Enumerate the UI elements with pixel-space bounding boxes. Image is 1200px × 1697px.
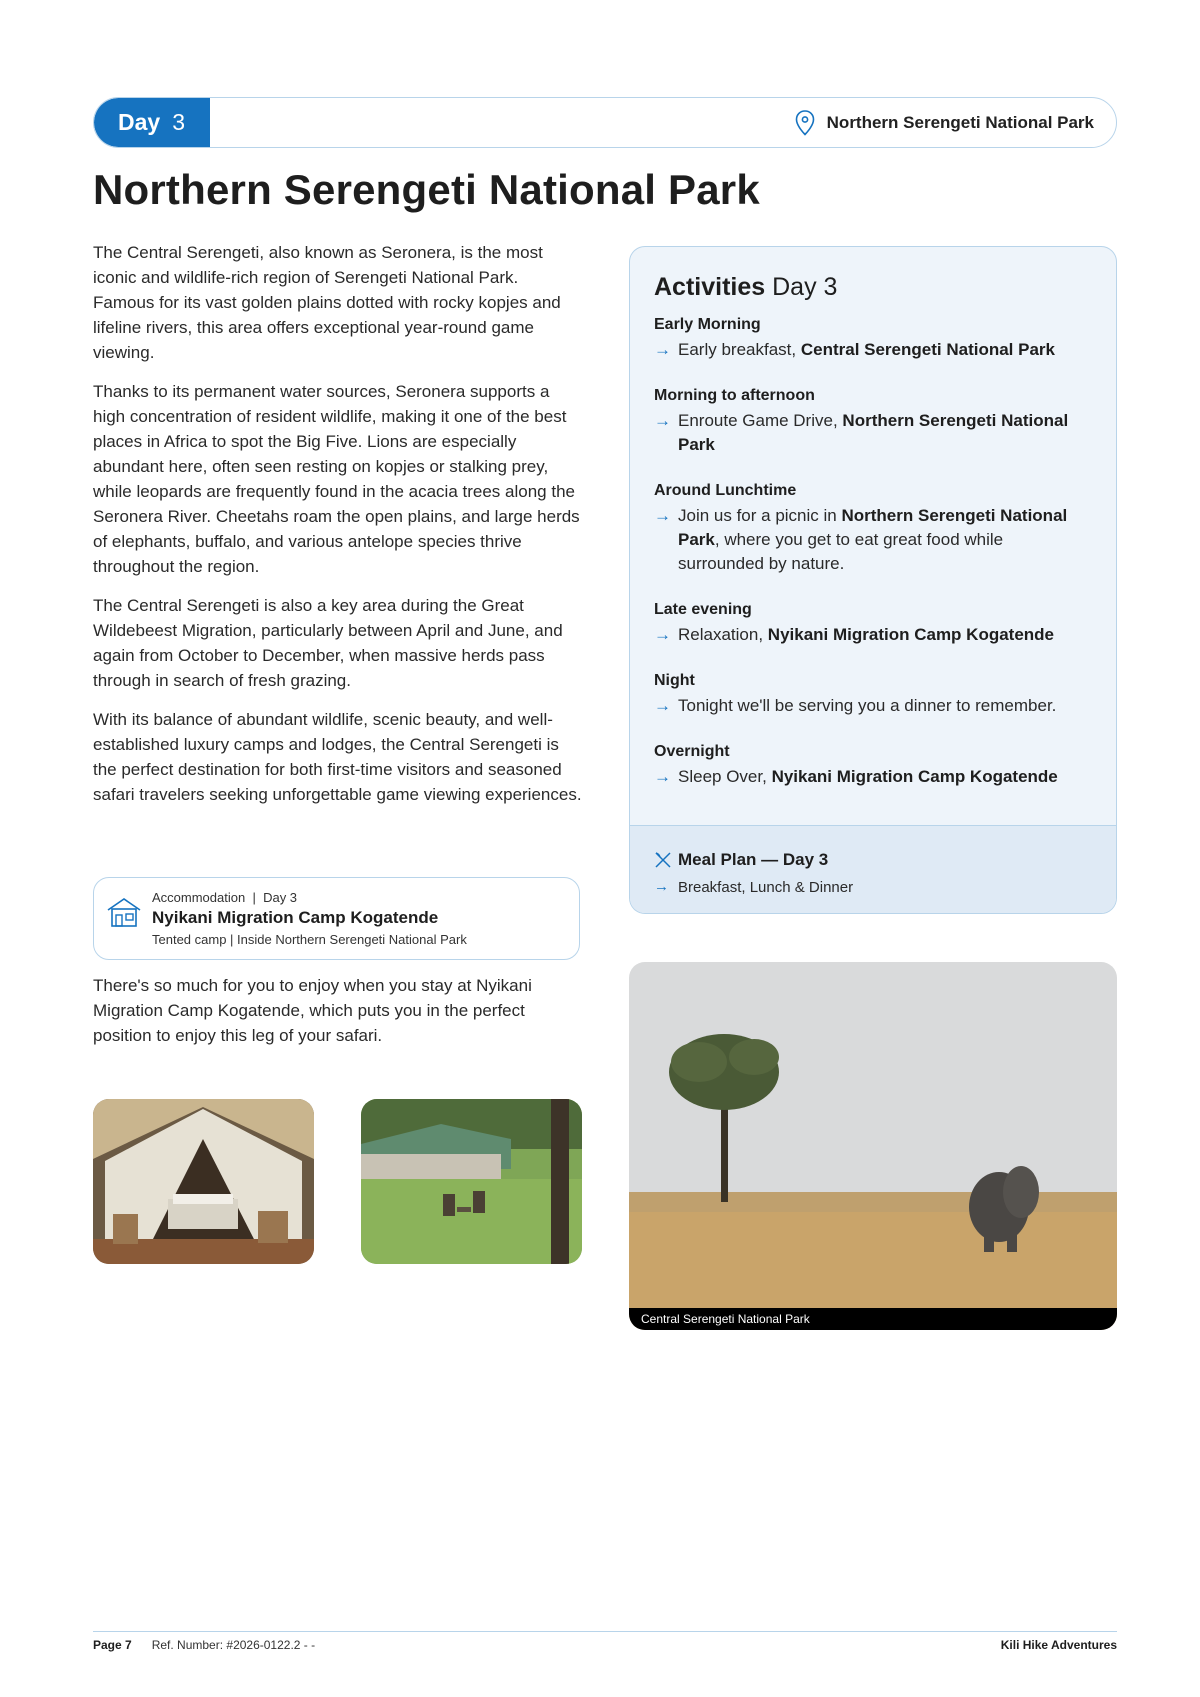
activity-time: Late evening	[654, 601, 752, 618]
activity-desc	[654, 504, 1092, 576]
accommodation-text: There's so much for you to enjoy when you stay at Nyikani Migration Camp Kogatende, which puts you in the perfect position to enjoy this leg of your safari.	[93, 976, 532, 1045]
cutlery-icon	[654, 851, 672, 869]
activity-desc	[654, 694, 1092, 718]
activity-item	[654, 387, 1092, 457]
company-name: Kili Hike Adventures	[1000, 1638, 1117, 1652]
location-pin-icon	[795, 110, 815, 136]
activity-desc	[654, 765, 1092, 789]
activity-text: Tonight we'll be serving you a dinner to remember.	[678, 696, 1057, 715]
intro-paragraph: The Central Serengeti, also known as Seronera, is the most iconic and wildlife-rich region of Serengeti National Park. Famous for its vast golden plains dotted with rocky kopjes and lifeline rivers, this area offers exceptional year-round game viewing.	[93, 243, 561, 362]
activities-panel	[629, 246, 1117, 914]
activity-item	[654, 601, 1092, 647]
activity-time: Overnight	[654, 743, 730, 760]
activity-time: Morning to afternoon	[654, 387, 815, 404]
arrow-right-icon: →	[654, 878, 669, 895]
accommodation-label: Accommodation	[152, 890, 246, 905]
activities-heading-bold: Activities	[654, 273, 766, 301]
accommodation-day: Day 3	[263, 890, 298, 905]
arrow-right-icon: →	[654, 625, 671, 644]
activity-time: Night	[654, 672, 695, 689]
camp-photo	[361, 1099, 582, 1264]
photo-caption: Central Serengeti National Park	[629, 1308, 1117, 1330]
activity-item	[654, 743, 1092, 789]
activity-text: Enroute Game Drive,	[678, 411, 838, 430]
day-number: 3	[172, 109, 185, 135]
meal-plan-desc	[654, 879, 1092, 896]
header-location-text: Northern Serengeti National Park	[826, 112, 1094, 132]
arrow-right-icon: →	[654, 696, 671, 715]
header-location	[795, 110, 1094, 136]
arrow-right-icon: →	[654, 767, 671, 786]
activity-time: Around Lunchtime	[654, 482, 797, 499]
activity-place: Northern Serengeti National Park	[678, 411, 1069, 454]
accommodation-card	[93, 877, 580, 960]
accommodation-details: Tented camp | Inside Northern Serengeti National Park	[152, 932, 467, 947]
serengeti-photo	[629, 962, 1117, 1330]
accommodation-name: Nyikani Migration Camp Kogatende	[152, 908, 439, 927]
meal-plan	[630, 825, 1116, 913]
activity-text: Early breakfast,	[678, 340, 797, 359]
activity-text: Relaxation,	[678, 625, 764, 644]
day-badge	[94, 98, 210, 147]
activities-list	[630, 316, 1116, 789]
arrow-right-icon: →	[654, 411, 671, 430]
activity-place: Northern Serengeti National Park	[678, 506, 1068, 549]
activity-item	[654, 316, 1092, 362]
intro-paragraph: The Central Serengeti is also a key area during the Great Wildebeest Migration, particularly between April and June, and again from October to December, when massive herds pass through in search of fresh grazing.	[93, 596, 563, 690]
accommodation-meta	[152, 890, 565, 905]
intro-paragraph: With its balance of abundant wildlife, scenic beauty, and well-established luxury camps and lodges, the Central Serengeti is the perfect destination for both first-time visitors and seasoned safari travelers seeking unforgettable game viewing experiences.	[93, 710, 582, 804]
day-header-bar	[93, 97, 1117, 148]
intro-text	[93, 240, 583, 821]
house-icon	[106, 896, 142, 928]
meal-plan-title	[654, 850, 1092, 870]
activity-text: Sleep Over,	[678, 767, 767, 786]
activity-item	[654, 482, 1092, 576]
meal-plan-desc-text: Breakfast, Lunch & Dinner	[678, 879, 854, 896]
activity-time: Early Morning	[654, 316, 761, 333]
activity-place: Nyikani Migration Camp Kogatende	[771, 767, 1058, 786]
activity-place: Central Serengeti National Park	[800, 340, 1055, 359]
activities-heading	[630, 247, 1116, 302]
page-number: Page 7	[93, 1638, 132, 1652]
accommodation-separator: |	[252, 890, 256, 905]
tent-photo	[93, 1099, 314, 1264]
activity-desc	[654, 409, 1092, 457]
arrow-right-icon: →	[654, 506, 671, 525]
activity-text-after: , where you get to eat great food while surrounded by nature.	[678, 530, 1004, 573]
page-footer	[93, 1631, 1117, 1652]
day-label: Day	[118, 109, 161, 135]
intro-paragraph: Thanks to its permanent water sources, Seronera supports a high concentration of resident wildlife, making it one of the best places in Africa to spot the Big Five. Lions are especially abundant here, often seen resting on kopjes or stalking prey, while leopards are frequently found in the acacia trees along the Seronera River. Cheetahs roam the open plains, and large herds of elephants, buffalo, and various antelope species thrive throughout the region.	[93, 382, 580, 576]
activity-desc	[654, 338, 1092, 362]
meal-plan-title-text: Meal Plan — Day 3	[678, 850, 829, 869]
activity-desc	[654, 623, 1092, 647]
arrow-right-icon: →	[654, 340, 671, 359]
page-title: Northern Serengeti National Park	[93, 166, 760, 213]
activity-item	[654, 672, 1092, 718]
activities-heading-day: Day 3	[772, 273, 838, 301]
reference-number: Ref. Number: #2026-0122.2 - -	[151, 1638, 316, 1652]
activity-text: Join us for a picnic in	[678, 506, 837, 525]
activity-place: Nyikani Migration Camp Kogatende	[767, 625, 1054, 644]
